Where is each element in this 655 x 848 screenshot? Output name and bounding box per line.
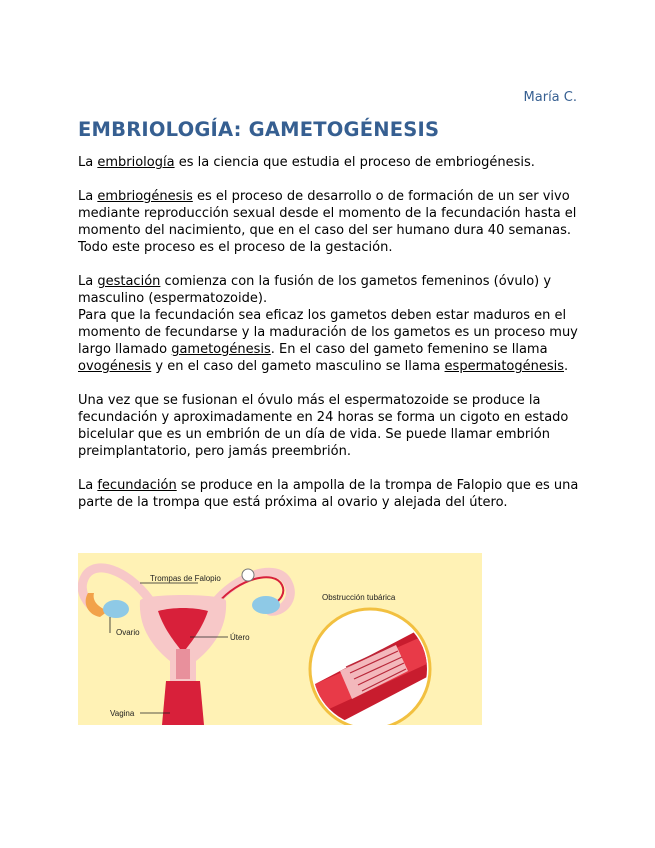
term-ovogenesis: ovogénesis xyxy=(78,359,152,374)
text-run: y en el caso del gameto masculino se llama xyxy=(151,359,445,374)
term-embriologia: embriología xyxy=(97,155,175,170)
term-fecundacion: fecundación xyxy=(97,478,177,493)
text-run: se produce en la ampolla de la trompa de Falopio que es una parte de la trompa que está próxima al ovario y alejada del útero. xyxy=(78,478,579,510)
text-run: La xyxy=(78,189,98,204)
term-embriogenesis: embriogénesis xyxy=(97,189,193,204)
left-ovary xyxy=(103,600,129,618)
text-run: es la ciencia que estudia el proceso de embriogénesis. xyxy=(174,155,535,170)
ovum-marker xyxy=(242,569,254,581)
text-run: La xyxy=(78,478,98,493)
label-utero: Útero xyxy=(230,633,250,642)
label-obstruccion: Obstrucción tubárica xyxy=(322,593,396,602)
paragraph-gametogenesis xyxy=(78,307,583,375)
uterus-diagram-svg xyxy=(78,553,482,725)
label-ovario: Ovario xyxy=(116,628,140,637)
text-run: comienza con la fusión de los gametos femeninos (óvulo) y masculino (espermatozoide). xyxy=(78,274,552,306)
term-espermatogenesis: espermatogénesis xyxy=(444,359,565,374)
right-ovary xyxy=(252,596,280,614)
paragraph-fecundacion xyxy=(78,477,583,511)
label-trompas: Trompas de Falopio xyxy=(150,574,221,583)
text-run: Para que la fecundación sea eficaz los gametos deben estar maduros en el momento de fecundarse y la maduración de los gametos es un proceso muy largo llamado xyxy=(78,308,578,357)
paragraph-gestacion xyxy=(78,273,583,307)
paragraph-fusion: Una vez que se fusionan el óvulo más el espermatozoide se produce la fecundación y aproximadamente en 24 horas se forma un cigoto en estado bicelular que es un embrión de un día de vida. Se puede llamar embrión preimplantatorio, pero jamás preembrión. xyxy=(78,393,569,459)
term-gametogenesis: gametogénesis xyxy=(171,342,271,357)
text-run: . xyxy=(564,359,569,374)
document-body xyxy=(78,154,583,528)
label-vagina: Vagina xyxy=(110,709,135,718)
paragraph-embriogenesis xyxy=(78,188,583,256)
text-run: La xyxy=(78,155,98,170)
text-run: La xyxy=(78,274,98,289)
paragraph-embriologia xyxy=(78,154,583,171)
author-name: María C. xyxy=(523,90,577,105)
cervix xyxy=(176,649,190,679)
vagina xyxy=(162,681,204,725)
uterus-diagram xyxy=(78,553,482,725)
text-run: es el proceso de desarrollo o de formación de un ser vivo mediante reproducción sexual desde el momento de la fecundación hasta el momento del nacimiento, que en el caso del ser humano dura 40 semanas. Todo este proceso es el proceso de la gestación. xyxy=(78,189,577,255)
text-run: . En el caso del gameto femenino se llama xyxy=(270,342,548,357)
term-gestacion: gestación xyxy=(97,274,161,289)
page-title: EMBRIOLOGÍA: GAMETOGÉNESIS xyxy=(78,118,440,141)
